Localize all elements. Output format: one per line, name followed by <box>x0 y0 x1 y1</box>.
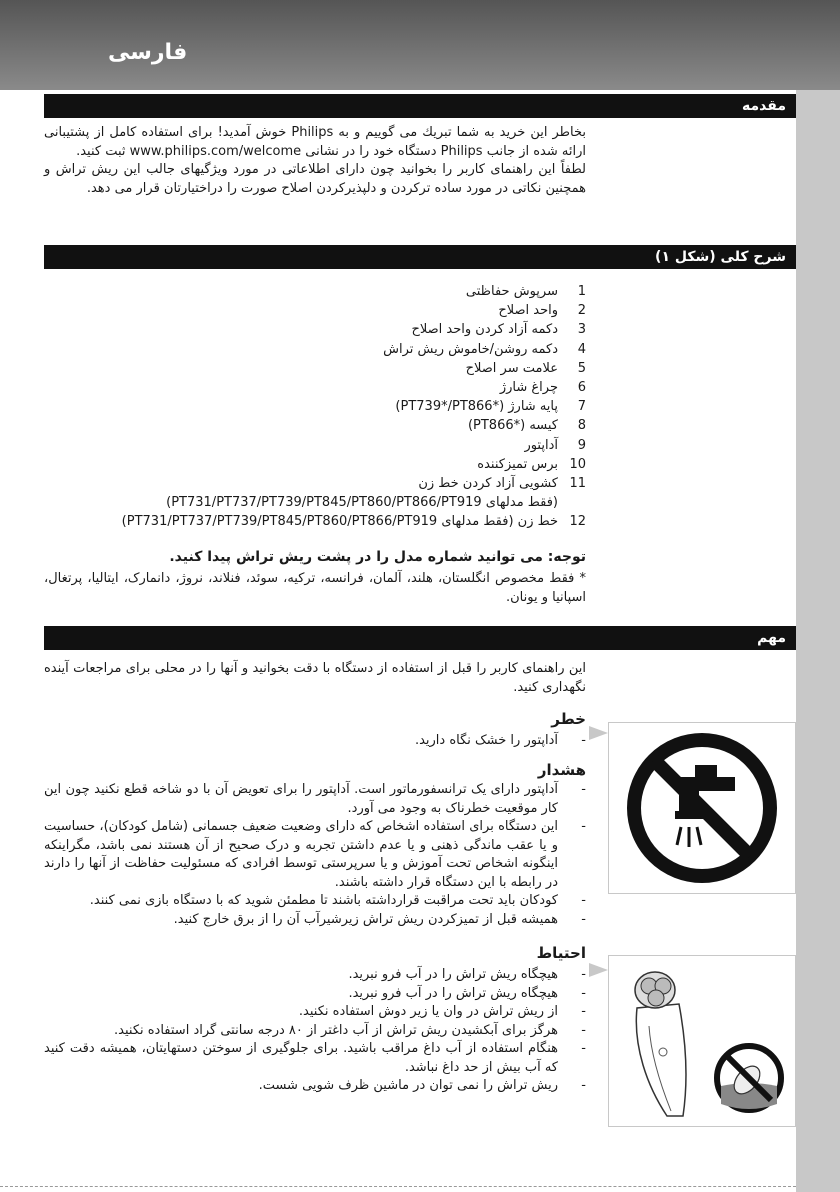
parts-list <box>44 282 586 532</box>
intro-paragraph-1: بخاطر این خرید به شما تبریك می گوییم و به Philips خوش آمدید! برای استفاده کامل از پشتیبانی ارائه شده از جانب Philips دستگاه خود را در نشانی www.philips.com/welcome ثبت کنید. <box>44 125 586 159</box>
list-item: 6 چراغ شارژ <box>499 380 586 396</box>
left-margin <box>0 90 44 1192</box>
caution-list <box>44 966 586 1096</box>
list-item: 5 علامت سر اصلاح <box>465 360 586 376</box>
list-item: 9 آداپتور <box>524 437 586 453</box>
shaver-no-immerse-icon <box>609 956 795 1126</box>
list-item: - هنگام استفاده از آب داغ مراقب باشید. برای جلوگیری از سوختن دستهایتان، همیشه دقت کنید که آب بیش از حد داغ نباشد. <box>44 1041 586 1075</box>
language-title: فارسی <box>108 40 188 65</box>
section-bar-intro <box>44 94 796 118</box>
list-item: - هیچگاه ریش تراش را در آب فرو نبرید. <box>348 967 586 982</box>
pointer-arrow <box>589 963 608 977</box>
list-item: - ریش تراش را نمی توان در ماشین ظرف شویی شست. <box>258 1078 586 1093</box>
list-item: 10 برس تمیزکننده <box>477 456 586 472</box>
country-note: * فقط مخصوص انگلستان، هلند، آلمان، فرانسه، ترکیه، سوئد، فنلاند، نروژ، دانمارک، ایتالیا، پرتغال، اسپانیا و یونان. <box>44 571 586 605</box>
section-title-important: مهم <box>757 630 786 646</box>
side-band <box>796 90 840 1192</box>
list-item: 2 واحد اصلاح <box>498 303 586 319</box>
list-item: - هرگز برای آبکشیدن ریش تراش از آب داغتر از ۸۰ درجه سانتی گراد استفاده نکنید. <box>114 1022 586 1038</box>
list-item: 11 کشویی آزاد کردن خط زن (فقط مدلهای PT731/PT737/PT739/PT845/PT860/PT866/PT919) <box>166 476 586 511</box>
warning-heading: هشدار <box>537 761 586 779</box>
caution-heading: احتیاط <box>536 944 586 962</box>
model-note: توجه: می توانید شماره مدل را در پشت ریش تراش پیدا کنید. <box>169 549 586 565</box>
list-item: - کودکان باید تحت مراقبت قرارداشته باشند تا مطمئن شوید که با دستگاه بازی نمی کنند. <box>89 893 586 908</box>
no-water-tap-icon <box>609 723 795 893</box>
section-title-overview: شرح کلی (شکل ۱) <box>655 249 786 265</box>
list-item: - آداپتور را خشک نگاه دارید. <box>414 733 586 748</box>
danger-heading: خطر <box>551 710 586 728</box>
list-item: 12 خط زن (فقط مدلهای PT731/PT737/PT739/PT845/PT860/PT866/PT919) <box>121 514 586 530</box>
pointer-arrow <box>589 726 608 740</box>
warning-list <box>44 781 586 929</box>
list-item: 7 پایه شارژ (*PT739*/PT866) <box>395 399 586 415</box>
list-item: - هیچگاه ریش تراش را در آب فرو نبرید. <box>348 985 586 1001</box>
list-item: - از ریش تراش در وان یا زیر دوش استفاده نکنید. <box>298 1004 586 1019</box>
list-item: 1 سرپوش حفاظتی <box>465 284 586 299</box>
figure-shaver <box>608 955 796 1127</box>
danger-list <box>44 732 586 751</box>
list-item: 4 دکمه روشن/خاموش ریش تراش <box>383 341 586 357</box>
list-item: 3 دکمه آزاد کردن واحد اصلاح <box>411 322 586 338</box>
page-cut-line <box>0 1186 796 1187</box>
figure-no-water <box>608 722 796 894</box>
important-intro: این راهنمای کاربر را قبل از استفاده از دستگاه با دقت بخوانید و آنها را در محلی برای مراجعات آینده نگهداری کنید. <box>44 661 586 695</box>
list-item: - همیشه قبل از تمیزکردن ریش تراش زیرشیرآب آن را از برق خارج کنید. <box>173 911 586 927</box>
section-bar-important <box>44 626 796 650</box>
intro-text <box>44 124 586 198</box>
intro-paragraph-2: لطفاً این راهنمای کاربر را بخوانید چون دارای اطلاعاتی در مورد ویژگیهای جالب این ریش تراش و همچنین نکاتی در مورد ساده ترکردن و دلپذیرکردن اصلاح صورت را دراختیارتان قرار می دهد. <box>44 162 586 196</box>
list-item: - این دستگاه برای استفاده اشخاص که دارای وضعیت ضعیف جسمانی (شامل کودکان)، حساسیت و یا عقب ماندگی ذهنی و یا عدم داشتن تجربه و درک صحیح از آن هستند نمی باشد، مگراینکه اینگونه اشخاص تحت آموزش و یا سرپرستی توسط افرادی که مسئولیت حفاظت از آنها را دارند در رابطه با این دستگاه قرار داشته باشند. <box>44 819 586 890</box>
list-item: - آداپتور دارای یک ترانسفورماتور است. آداپتور را برای تعویض آن با دو شاخه قطع نکنید چون این کار موقعیت خطرناک به وجود می آورد. <box>44 782 586 816</box>
list-item: 8 کیسه (*PT866) <box>467 418 586 434</box>
section-title-intro: مقدمه <box>742 98 786 114</box>
section-bar-overview <box>44 245 796 269</box>
